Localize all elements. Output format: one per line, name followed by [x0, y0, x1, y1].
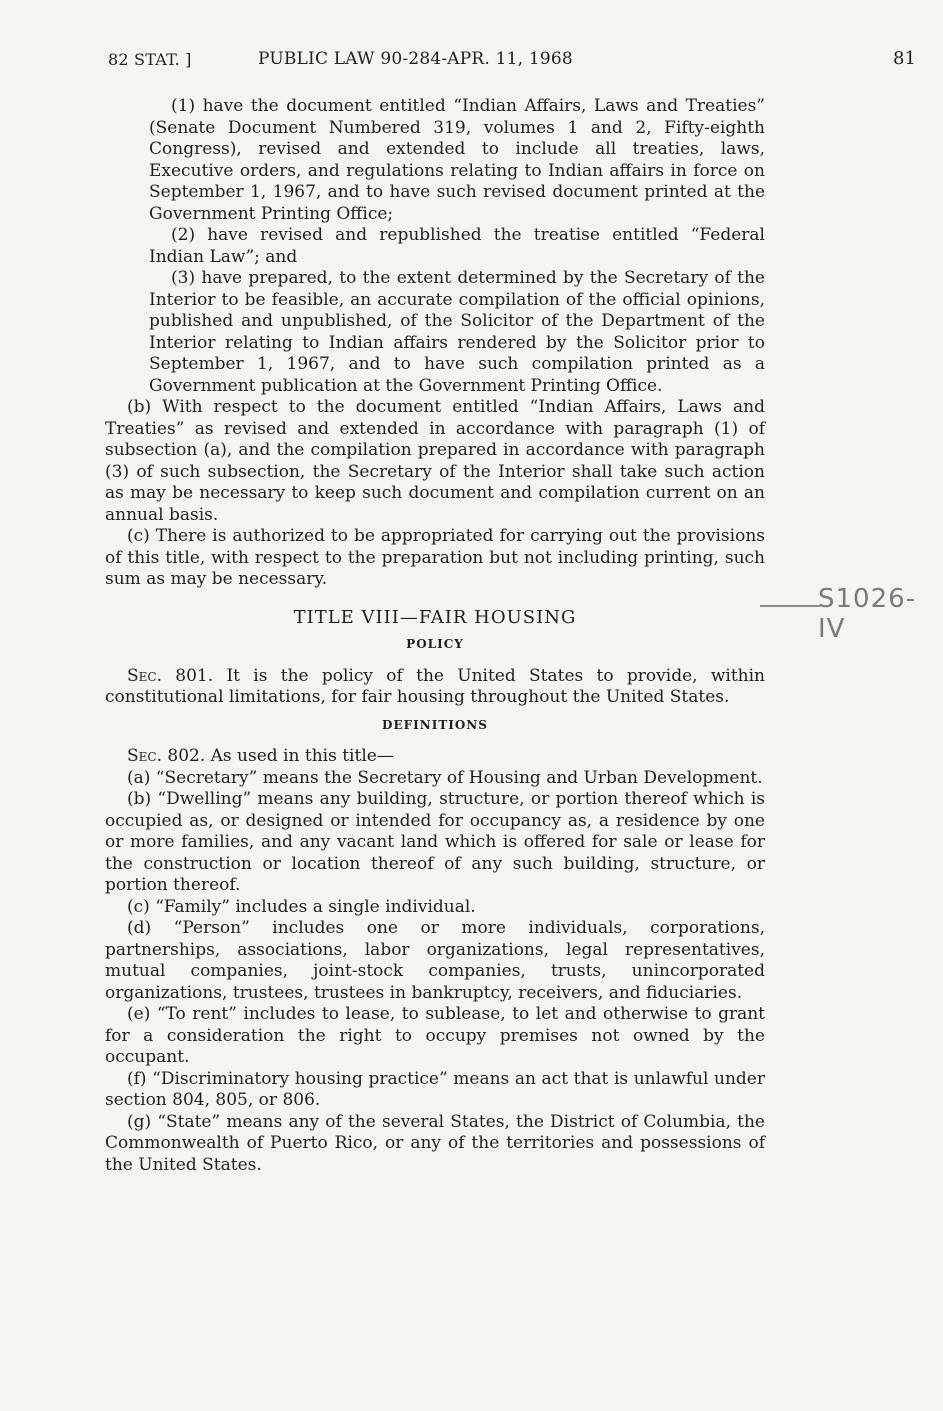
paragraph-a2: (2) have revised and republished the treatise entitled “Federal Indian Law”; and [149, 225, 765, 267]
section-802-label: Sec. 802. [127, 746, 206, 766]
definition-f: (f) “Discriminatory housing practice” means an act that is unlawful under section 804, 805, or 806. [105, 1068, 765, 1110]
definition-e: (e) “To rent” includes to lease, to sublease, to let and otherwise to grant for a consideration the right to occupy premises not owned by the occupant. [105, 1004, 765, 1067]
definition-a: (a) “Secretary” means the Secretary of Housing and Urban Development. [127, 767, 763, 788]
running-header: PUBLIC LAW 90-284-APR. 11, 1968 [258, 49, 573, 69]
section-802-text: As used in this title— [210, 746, 394, 766]
section-801 [105, 666, 765, 709]
section-801-label: Sec. 801. [127, 665, 214, 686]
handwritten-mark [760, 605, 820, 607]
statute-reference: 82 STAT. ] [108, 50, 192, 69]
definition-b: (b) “Dwelling” means any building, structure, or portion thereof which is occupied as, or designed or intended for occupancy as, a residence by one or more families, and any vacant land which is offered for sale or lease for the construction or location thereof of any such building, structure, or portion thereof. [105, 789, 765, 895]
body-text [105, 96, 765, 1176]
definitions-heading: DEFINITIONS [382, 717, 488, 732]
handwritten-annotation: S1026-IV [818, 584, 917, 644]
paragraph-a3: (3) have prepared, to the extent determined by the Secretary of the Interior to be feasible, an accurate compilation of the official opinions, published and unpublished, of the Solicitor of the Department of the Interior relating to Indian affairs rendered by the Solicitor prior to September 1, 1967, and to have such compilation printed as a Government publication at the Government Printing Office. [149, 268, 765, 396]
definition-d: (d) “Person” includes one or more individuals, corporations, partnerships, associations, labor organizations, legal representatives, mutual companies, joint-stock companies, trusts, unincorporated organizations, trustees, trustees in bankruptcy, receivers, and fiduciaries. [105, 918, 765, 1003]
policy-heading: POLICY [406, 637, 464, 651]
paragraph-b: (b) With respect to the document entitled “Indian Affairs, Laws and Treaties” as revised and extended in accordance with paragraph (1) of subsection (a), and the compilation prepared in accordance with paragraph (3) of such subsection, the Secretary of the Interior shall take such action as may be necessary to keep such document and compilation current on an annual basis. [105, 397, 765, 525]
section-802 [105, 746, 765, 768]
paragraph-c: (c) There is authorized to be appropriated for carrying out the provisions of this title, with respect to the preparation but not including printing, such sum as may be necessary. [105, 526, 765, 589]
page-number: 81 [893, 48, 916, 69]
definition-g: (g) “State” means any of the several States, the District of Columbia, the Commonwealth of Puerto Rico, or any of the territories and possessions of the United States. [105, 1111, 765, 1175]
section-801-text: It is the policy of the United States to provide, within constitutional limitations, for fair housing throughout the United States. [105, 665, 765, 707]
paragraph-a1: (1) have the document entitled “Indian Affairs, Laws and Treaties” (Senate Document Numbered 319, volumes 1 and 2, Fifty-eighth Congress), revised and extended to include all treaties, laws, Executive orders, and regulations relating to Indian affairs in force on September 1, 1967, and to have such revised document printed at the Government Printing Office; [149, 96, 765, 224]
title-heading: TITLE VIII—FAIR HOUSING [293, 606, 577, 628]
definition-c: (c) “Family” includes a single individual. [127, 896, 476, 917]
